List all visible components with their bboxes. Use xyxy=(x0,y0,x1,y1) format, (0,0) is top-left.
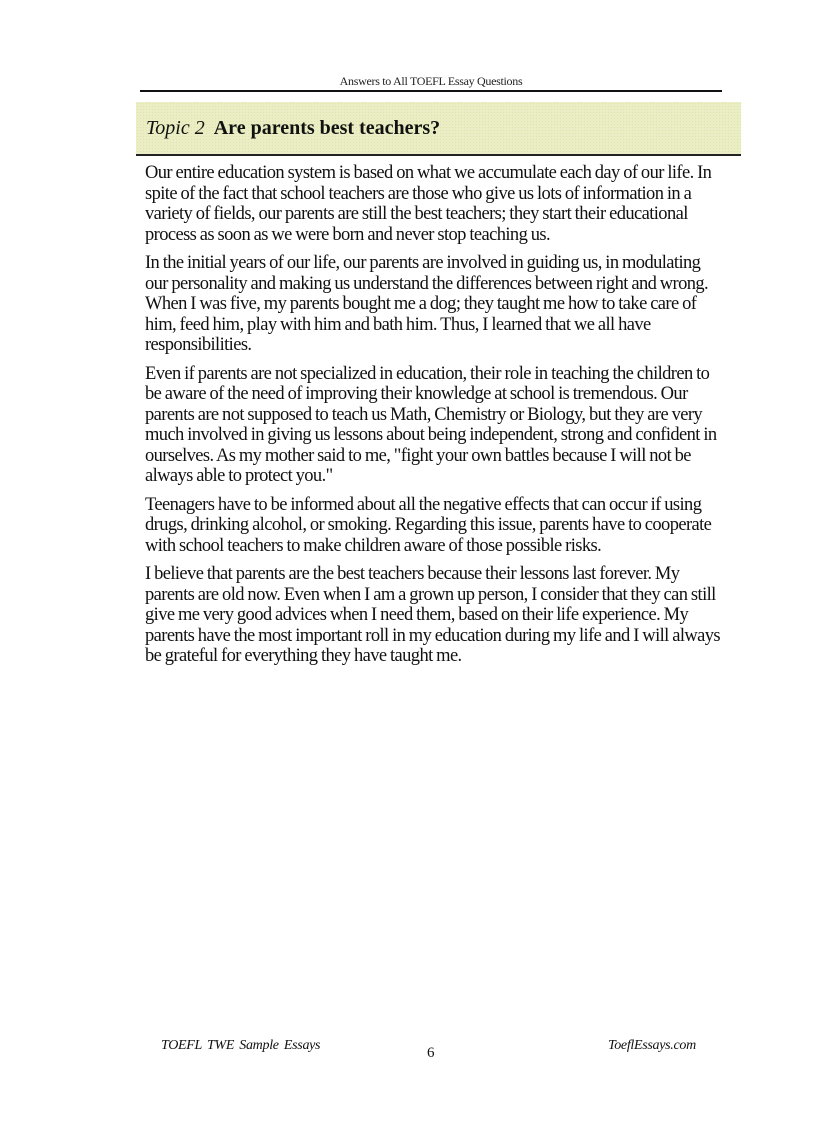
essay-paragraph: Teenagers have to be informed about all the negative effects that can occur if using drugs, drinking alcohol, or smoking. Regarding this issue, parents have to cooperate with school teachers to make children aware of those possible risks. xyxy=(145,494,712,556)
page-number: 6 xyxy=(427,1045,435,1061)
essay-paragraph: In the initial years of our life, our parents are involved in guiding us, in modulating our personality and making us understand the differences between right and wrong. When I was five, my parents bought me a dog; they taught me how to take care of him, feed him, play with him and bath him. Thus, I learned that we all have responsibilities. xyxy=(145,253,709,355)
topic-heading xyxy=(146,117,440,140)
topic-question: Are parents best teachers? xyxy=(213,117,441,139)
essay-paragraph: Our entire education system is based on what we accumulate each day of our life. In spite of the fact that school teachers are those who give us lots of information in a variety of fields, our parents are still the best teachers; they start their educational process as soon as we were born and never stop teaching us. xyxy=(145,163,712,245)
footer-website: ToeflEssays.com xyxy=(608,1038,696,1053)
topic-label: Topic 2 xyxy=(146,117,205,139)
running-header: Answers to All TOEFL Essay Questions xyxy=(339,74,523,88)
footer-book-title: TOEFL TWE Sample Essays xyxy=(161,1038,321,1053)
topic-rule xyxy=(136,154,741,156)
essay-paragraph: I believe that parents are the best teachers because their lessons last forever. My parents are old now. Even when I am a grown up person, I consider that they can still give me very good advices when I need them, based on their life experience. My parents have the most important roll in my education during my life and I will always be grateful for everything they have taught me. xyxy=(145,564,720,666)
header-rule xyxy=(140,90,722,92)
essay-paragraph: Even if parents are not specialized in education, their role in teaching the children to be aware of the need of improving their knowledge at school is tremendous. Our parents are not supposed to teach us Math, Chemistry or Biology, but they are very much involved in giving us lessons about being independent, strong and confident in ourselves. As my mother said to me, "fight your own battles because I will not be always able to protect you." xyxy=(145,363,717,486)
essay-body xyxy=(145,163,725,675)
